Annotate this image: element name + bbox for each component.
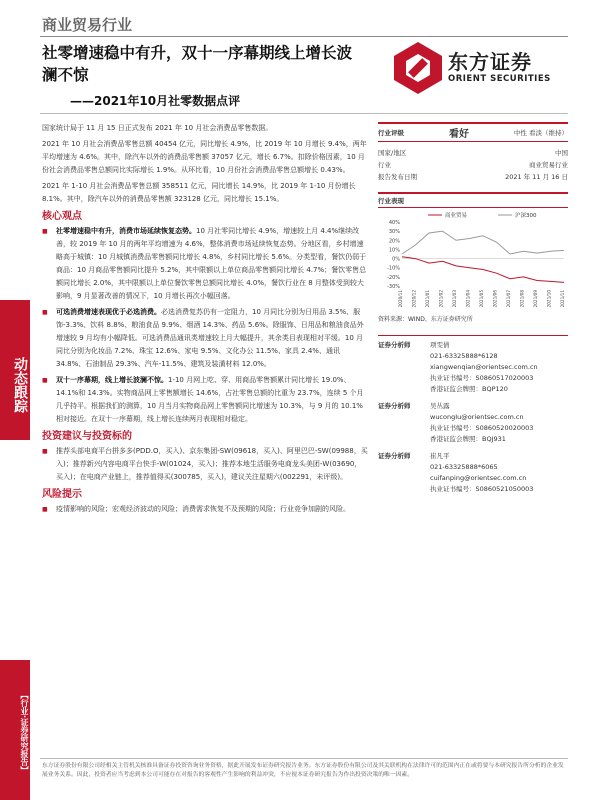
legend-label: 商业贸易 (445, 213, 468, 219)
side-tab-report-type: 【行业·证券研究报告】 (0, 660, 30, 800)
intro-para: 2021 年 10 月社会消费品零售总额 40454 亿元，同比增长 4.9%，比 2019 年 10 月增长 9.4%，两年平均增速为 4.6%。其中，除汽车以外的消费品零售额 37057 亿元，增长 6.7%。扣除价格因素，10 月份社会消费品零售总额同比实际增长 1.9%。从环比看，10 月份社会消费品零售总额增长 0.43%。 (42, 140, 367, 174)
report-title: 社零增速稳中有升，双十一序幕期线上增长波澜不惊 (42, 44, 353, 84)
analyst-info (430, 451, 533, 495)
bullet-text: 必选消费复苏仍有一定阻力，10 月同比分别为日用品 3.5%、服饰-3.3%、饮料 8.8%、粮油食品 9.9%、烟酒 14.3%、药品 5.6%。除服饰、日用品和粮油食品外增速较 9 月均有小幅降低。可选消费品通讯类增速较上月大幅提升，其余类目表现相对平缓。10 月同比分别为化妆品 7.2%、珠宝 12.6%、家电 9.5%、文化办公 11.5%、家具 2.4%、通讯 34.8%、石油制品 29.3%、汽车-11.5%、建筑及装潢材料 12.0%。 (56, 308, 364, 368)
intro-para: 国家统计局于 11 月 15 日正式发布 2021 年 10 月社会消费品零售数据。 (42, 124, 273, 132)
orient-logo (388, 38, 568, 98)
bullet-text: 1-10 月网上吃、穿、用商品零售额累计同比增长 19.0%、14.1%和 14.3%。实物商品网上零售额增长 14.6%，占社零售总额的比重为 23.7%，连续 5 个月几乎持平。根据我们的测算，10 月当月实物商品网上零售额同比增速为 10.3%，与 9 月的 10.1%相对接近。在双十一序幕期，线上增长连续两月表现相对稳定。 (56, 376, 364, 423)
series-line (402, 257, 564, 283)
analyst-email[interactable]: cuifanping@orientsec.com.cn (430, 474, 527, 482)
info-value: 中国 (555, 148, 568, 157)
section-heading-risk: 风险提示 (42, 489, 82, 500)
sector-label: 商业贸易行业 (42, 16, 133, 34)
info-value: 商业贸易行业 (529, 160, 568, 169)
footer-disclaimer: 东方证券股份有限公司经相关主管机关核准具备证券投资咨询业务资格，据此开展发布证券研究报告业务。东方证券股份有限公司及其关联机构在法律许可的范围内正在或将要与本研究报告所分析的企业发展业务关系。因此，投资者应当考虑到本公司可能存在对报告的客观性产生影响的利益冲突，不应视本证券研究报告为作出投资决策的唯一因素。 (42, 763, 564, 778)
analyst-cert: 执业证书编号：S0860521050003 (430, 485, 534, 493)
info-key: 国家/地区 (378, 148, 407, 157)
x-tick-label: 2021/09 (533, 290, 538, 308)
chart-source: 资料来源：WIND、东方证券研究所 (378, 316, 473, 323)
x-tick-label: 2021/10 (546, 290, 552, 308)
info-row (378, 170, 568, 182)
analyst-block (378, 401, 568, 445)
rating-label: 行业评级 (378, 129, 404, 137)
logo-chinese: 东方证券 (448, 50, 532, 74)
analyst-cert: 执业证书编号：S0860517020003 (430, 374, 534, 382)
footer-divider (40, 758, 568, 759)
analyst-name: 崔凡平 (430, 452, 450, 460)
section-heading-core: 核心观点 (42, 211, 82, 222)
logo-english: ORIENT SECURITIES (448, 74, 551, 84)
analyst-phone: 021-63325888*6065 (430, 463, 498, 471)
y-tick-label: -30% (387, 284, 400, 290)
bullet-text: 10 月社零同比增长 4.9%，增速较上月 4.4%继续改善，较 2019 年 10 月的两年平均增速为 4.6%，整体消费市场延续恢复态势。分地区看，乡村增速略高于城镇：10 月城镇消费品零售额同比增长 4.8%，乡村同比增长 5.6%。分类型看，餐饮仍弱于商品：10 月商品零售额同比提升 5.2%，其中限额以上单位商品零售额同比增长 4.7%；餐饮零售总额同比增长 2.0%，其中限额以上单位餐饮零售总额同比增长 4.0%，餐饮行业在 8 月整体受到较大影响，9 月显著改善的情况下，10 月增长再次小幅回落。 (56, 227, 367, 300)
legend-label: 沪深300 (515, 213, 537, 219)
x-tick-label: 2021/01 (425, 290, 430, 308)
bullet-lead: 社零增速稳中有升，消费市场延续恢复态势。 (56, 227, 196, 235)
x-tick-label: 2021/08 (519, 290, 525, 308)
core-bullet (42, 374, 368, 426)
info-key: 报告发布日期 (378, 172, 417, 181)
analyst-license: 香港证监会牌照：BQP120 (430, 385, 508, 393)
analyst-cert: 执业证书编号：S0860520020003 (430, 424, 534, 432)
risk-bullet: ■ 疫情影响的风险；宏观经济波动的风险；消费需求恢复不及预期的风险；行业竞争加剧的风险。 (42, 503, 368, 516)
performance-chart (378, 208, 568, 308)
x-tick-label: 2021/06 (492, 290, 498, 308)
section-heading-advice: 投资建议与投资标的 (42, 431, 132, 442)
top-divider (40, 36, 568, 37)
side-tab-dynamic: 动态跟踪 (0, 300, 30, 440)
analyst-email[interactable]: wucongIu@orientsec.com.cn (430, 413, 524, 421)
x-tick-label: 2021/07 (506, 290, 511, 308)
orient-logo-icon (392, 40, 444, 96)
core-bullet (42, 306, 368, 371)
chart-heading: 行业表现 (378, 192, 568, 208)
analyst-license: 香港证监会牌照：BQJ931 (430, 435, 506, 443)
side-column (378, 122, 568, 501)
analyst-role: 证券分析师 (378, 452, 411, 460)
analyst-phone: 021-63325888*6128 (430, 352, 498, 360)
info-value: 2021 年 11 月 16 日 (505, 172, 568, 181)
main-column (42, 122, 368, 519)
x-tick-label: 2021/05 (479, 290, 484, 308)
y-tick-label: 0% (392, 256, 400, 263)
info-row (378, 158, 568, 170)
analyst-name: 项雯倩 (430, 341, 450, 349)
analyst-role: 证券分析师 (378, 341, 411, 349)
analyst-name: 吴丛露 (430, 402, 450, 410)
x-tick-label: 2021/04 (465, 290, 471, 308)
series-line (402, 231, 564, 254)
intro-para: 2021 年 1-10 月社会消费品零售总额 358511 亿元，同比增长 14.9%，比 2019 年 1-10 月份增长 8.1%。其中，除汽车以外的消费品零售额 323128 亿元，同比增长 15.1%。 (42, 182, 356, 203)
header-divider (40, 113, 568, 114)
y-tick-label: 20% (388, 238, 400, 245)
analyst-email[interactable]: xiangwenqian@orientsec.com.cn (430, 363, 538, 371)
analyst-block (378, 451, 568, 495)
rating-row (378, 122, 568, 142)
y-tick-label: 30% (388, 229, 400, 236)
bullet-lead: 可选消费增速表现优于必选消费。 (56, 308, 161, 316)
report-subtitle: ——2021年10月社零数据点评 (70, 94, 241, 108)
info-key: 行业 (378, 160, 391, 169)
analyst-list (378, 335, 568, 495)
rating-options: 中性 看淡（维持） (513, 129, 568, 137)
info-row (378, 146, 568, 158)
analyst-info (430, 340, 538, 395)
x-tick-label: 2020/11 (398, 290, 403, 308)
x-tick-label: 2021/03 (452, 290, 457, 308)
x-tick-label: 2021/02 (438, 290, 444, 308)
y-tick-label: -10% (387, 265, 400, 272)
core-bullet (42, 225, 368, 303)
analyst-info (430, 401, 533, 445)
analyst-role: 证券分析师 (378, 402, 411, 410)
x-tick-label: 2020/12 (411, 290, 417, 308)
bullet-lead: 双十一序幕期，线上增长波澜不惊。 (56, 376, 168, 384)
y-tick-label: 10% (388, 247, 400, 254)
x-tick-label: 2021/11 (560, 290, 565, 308)
rating-value: 看好 (448, 129, 469, 140)
advice-bullet: ■ 推荐头部电商平台拼多多(PDD.O，买入)、京东集团-SW(09618，买入)、阿里巴巴-SW(09988，买入)；推荐新兴内容电商平台快手-W(01024，买入)；推荐本地生活服务电商龙头美团-W(03690，买入)；在电商产业链上，推荐值得买(300785，买入)，建议关注星期六(002291，未评级)。 (42, 445, 368, 484)
y-tick-label: 40% (388, 220, 400, 226)
y-tick-label: -20% (387, 274, 400, 281)
analyst-block (378, 340, 568, 395)
